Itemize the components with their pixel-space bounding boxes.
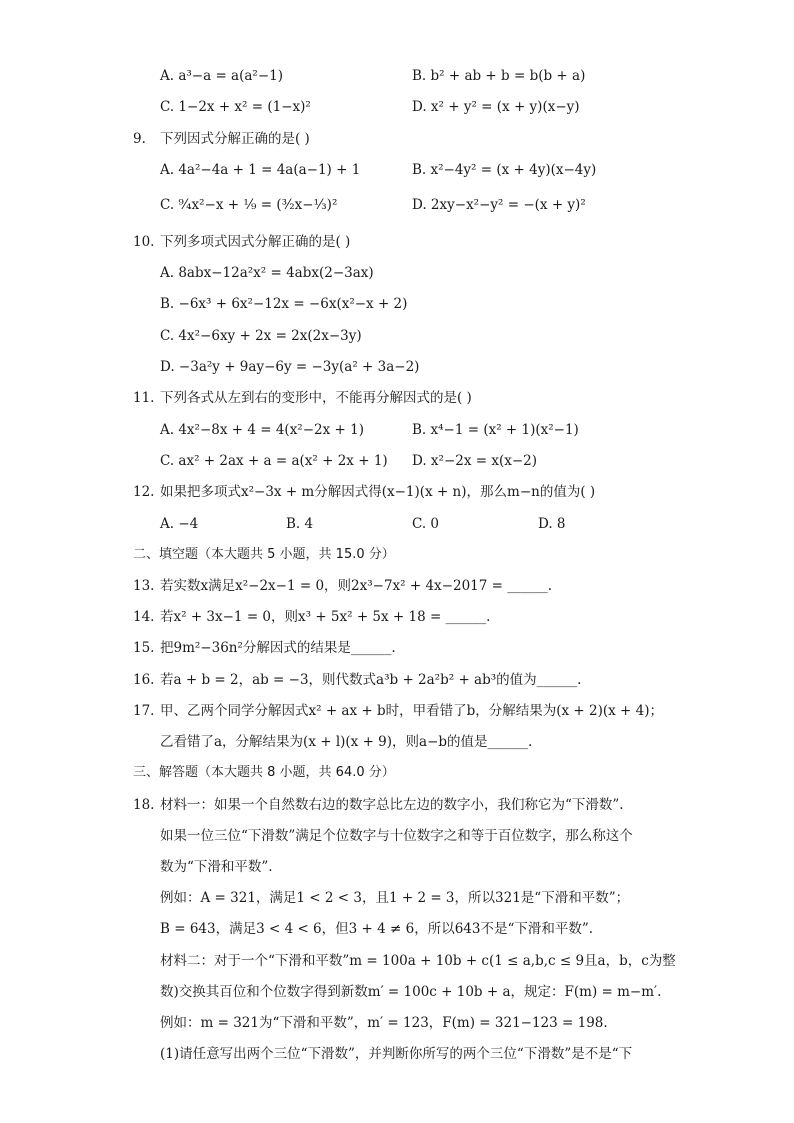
q16-number: 16.	[133, 672, 155, 688]
q12-stem: 如果把多项式x²−3x + m分解因式得(x−1)(x + n)，那么m−n的值为( )	[160, 484, 596, 500]
q18-line-2: 如果一位三位“下滑数”满足个位数字与十位数字之和等于百位数字，那么称这个	[160, 828, 633, 844]
q12-option-b: B. 4	[286, 516, 314, 532]
section-fill-in-title: 二、填空题（本大题共 5 小题，共 15.0 分）	[133, 547, 395, 562]
section-answer-title: 三、解答题（本大题共 8 小题，共 64.0 分）	[133, 765, 395, 780]
q8-option-b: B. b² + ab + b = b(b + a)	[412, 68, 586, 84]
q15-text: 把9m²−36n²分解因式的结果是______.	[160, 640, 396, 656]
q11-option-b: B. x⁴−1 = (x² + 1)(x²−1)	[412, 422, 579, 438]
q9-option-b: B. x²−4y² = (x + 4y)(x−4y)	[412, 162, 597, 178]
q18-number: 18.	[133, 797, 155, 813]
q13-text: 若实数x满足x²−2x−1 = 0，则2x³−7x² + 4x−2017 = ______.	[160, 578, 553, 594]
q15-number: 15.	[133, 640, 155, 656]
q18-line-8: 例如：m = 321为“下滑和平数”，m′ = 123，F(m) = 321−123 = 198.	[160, 1015, 608, 1031]
q11-number: 11.	[133, 390, 155, 406]
q18-line-7: 数)交换其百位和个位数字得到新数m′ = 100c + 10b + a，规定：F(m) = m−m′.	[160, 984, 662, 1000]
q16-text: 若a + b = 2，ab = −3，则代数式a³b + 2a²b² + ab³的值为______.	[160, 672, 582, 688]
q10-option-b: B. −6x³ + 6x²−12x = −6x(x²−x + 2)	[160, 296, 408, 312]
q10-option-c: C. 4x²−6xy + 2x = 2x(2x−3y)	[160, 328, 362, 344]
q11-option-d: D. x²−2x = x(x−2)	[412, 453, 538, 469]
q18-line-3: 数为“下滑和平数”.	[160, 859, 273, 875]
q10-stem: 下列多项式因式分解正确的是( )	[160, 234, 351, 250]
q12-option-a: A. −4	[160, 516, 199, 532]
q17-number: 17.	[133, 703, 155, 719]
q18-line-6: 材料二：对于一个“下滑和平数”m = 100a + 10b + c(1 ≤ a,b,c ≤ 9且a，b，c为整	[160, 953, 676, 969]
q9-option-d: D. 2xy−x²−y² = −(x + y)²	[412, 197, 586, 213]
q10-option-a: A. 8abx−12a²x² = 4abx(2−3ax)	[160, 265, 374, 281]
q9-number: 9.	[133, 131, 146, 147]
q12-number: 12.	[133, 484, 155, 500]
q17-line-2: 乙看错了a，分解结果为(x + l)(x + 9)，则a−b的值是______.	[160, 734, 533, 750]
q18-line-9: (1)请任意写出两个三位“下滑数”，并判断你所写的两个三位“下滑数”是不是“下	[160, 1046, 633, 1062]
q8-option-a: A. a³−a = a(a²−1)	[160, 68, 283, 84]
q17-line-1: 甲、乙两个同学分解因式x² + ax + b时，甲看错了b，分解结果为(x + 2)(x + 4)；	[160, 703, 664, 719]
q9-stem: 下列因式分解正确的是( )	[160, 131, 310, 147]
q9-option-a: A. 4a²−4a + 1 = 4a(a−1) + 1	[160, 162, 361, 178]
q18-line-4: 例如：A = 321，满足1 < 2 < 3，且1 + 2 = 3，所以321是“下滑和平数”；	[160, 890, 630, 906]
q8-option-c: C. 1−2x + x² = (1−x)²	[160, 99, 311, 115]
q11-option-a: A. 4x²−8x + 4 = 4(x²−2x + 1)	[160, 422, 364, 438]
q8-option-d: D. x² + y² = (x + y)(x−y)	[412, 99, 580, 115]
q12-option-c: C. 0	[412, 516, 440, 532]
q10-number: 10.	[133, 234, 155, 250]
q9-option-c: C. ⁹⁄₄x²−x + ¹⁄₉ = (³⁄₂x−¹⁄₃)²	[160, 197, 338, 213]
q11-stem: 下列各式从左到右的变形中，不能再分解因式的是( )	[160, 390, 472, 406]
q18-line-5: B = 643，满足3 < 4 < 6，但3 + 4 ≠ 6，所以643不是“下滑和平数”.	[160, 921, 594, 937]
q14-number: 14.	[133, 609, 155, 625]
q13-number: 13.	[133, 578, 155, 594]
q10-option-d: D. −3a²y + 9ay−6y = −3y(a² + 3a−2)	[160, 359, 420, 375]
q14-text: 若x² + 3x−1 = 0，则x³ + 5x² + 5x + 18 = ______.	[160, 609, 491, 625]
q12-option-d: D. 8	[538, 516, 566, 532]
q18-line-1: 材料一：如果一个自然数右边的数字总比左边的数字小，我们称它为“下滑数”.	[160, 797, 624, 813]
q11-option-c: C. ax² + 2ax + a = a(x² + 2x + 1)	[160, 453, 388, 469]
